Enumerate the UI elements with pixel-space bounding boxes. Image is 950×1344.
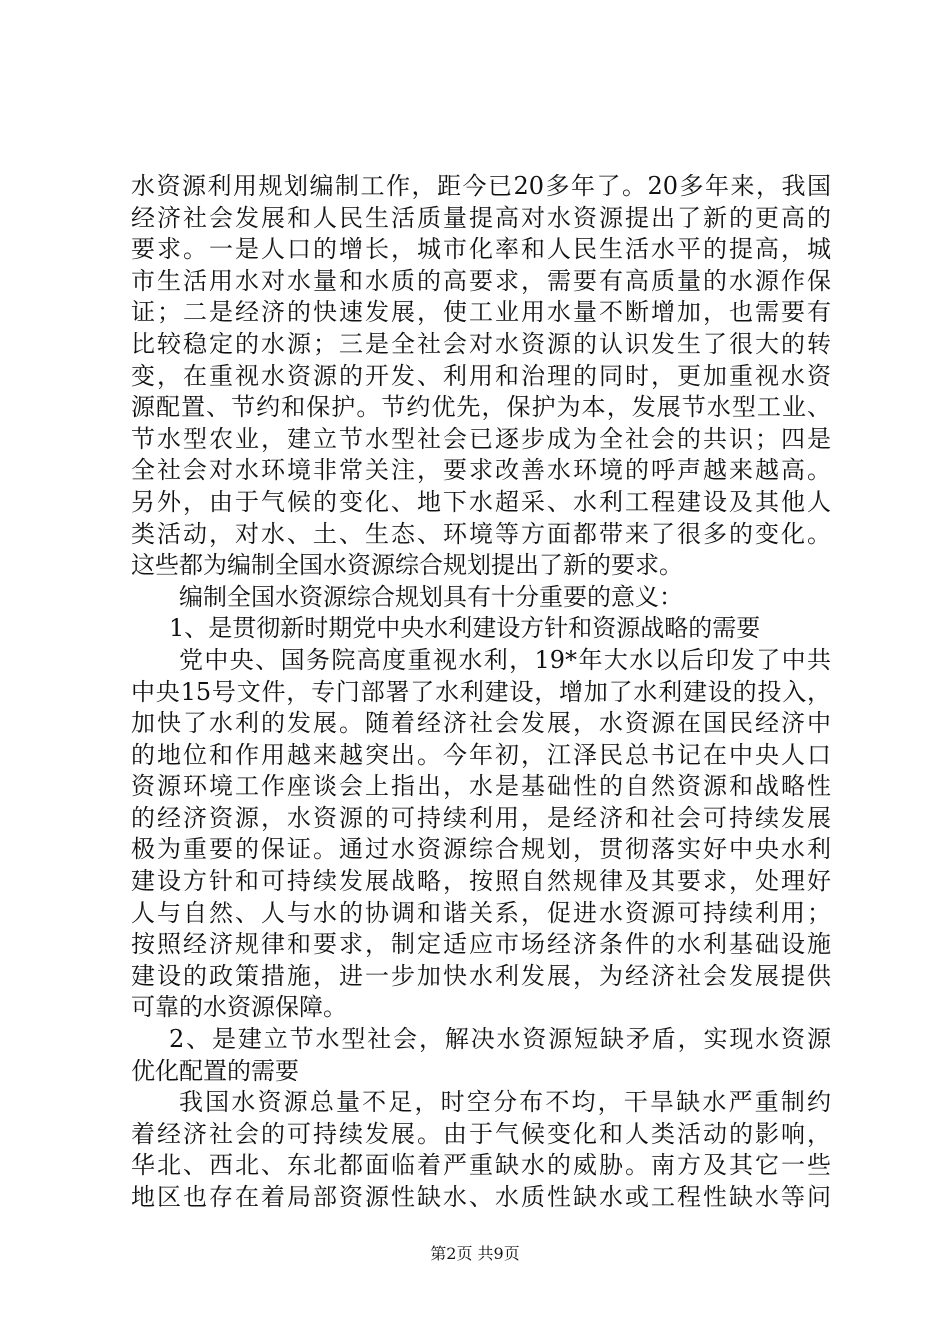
text-line: 另外，由于气候的变化、地下水超采、水利工程建设及其他人	[131, 487, 831, 516]
text-line: 党中央、国务院高度重视水利，19*年大水以后印发了中共	[179, 645, 831, 674]
text-line: 水资源利用规划编制工作，距今已20多年了。20多年来，我国	[131, 172, 831, 200]
text-line: 人与自然、人与水的协调和谐关系，促进水资源可持续利用；	[131, 898, 831, 927]
text-line: 建设方针和可持续发展战略，按照自然规律及其要求，处理好	[131, 867, 831, 896]
text-line: 我国水资源总量不足，时空分布不均，干旱缺水严重制约	[179, 1088, 831, 1117]
text-line: 着经济社会的可持续发展。由于气候变化和人类活动的影响，	[131, 1119, 831, 1148]
text-line: 优化配置的需要	[131, 1056, 299, 1085]
text-line: 建设的政策措施，进一步加快水利发展，为经济社会发展提供	[131, 961, 831, 990]
text-line: 1、是贯彻新时期党中央水利建设方针和资源战略的需要	[169, 614, 761, 643]
text-line: 极为重要的保证。通过水资源综合规划，贯彻落实好中央水利	[131, 835, 831, 864]
text-line: 经济社会发展和人民生活质量提高对水资源提出了新的更高的	[131, 203, 831, 232]
text-line: 类活动，对水、土、生态、环境等方面都带来了很多的变化。	[131, 519, 831, 548]
text-line: 源配置、节约和保护。节约优先，保护为本，发展节水型工业、	[131, 393, 831, 422]
text-line: 加快了水利的发展。随着经济社会发展，水资源在国民经济中	[131, 709, 831, 738]
text-line: 按照经济规律和要求，制定适应市场经济条件的水利基础设施	[131, 930, 831, 959]
text-line: 变，在重视水资源的开发、利用和治理的同时，更加重视水资	[131, 361, 831, 390]
text-line: 的地位和作用越来越突出。今年初，江泽民总书记在中央人口	[131, 740, 831, 769]
text-line: 比较稳定的水源；三是全社会对水资源的认识发生了很大的转	[131, 329, 831, 358]
page-footer: 第2页 共9页	[430, 1244, 520, 1263]
text-line: 可靠的水资源保障。	[131, 993, 347, 1022]
text-line: 这些都为编制全国水资源综合规划提出了新的要求。	[131, 551, 683, 580]
text-line: 华北、西北、东北都面临着严重缺水的威胁。南方及其它一些	[131, 1151, 831, 1180]
text-line: 的经济资源，水资源的可持续利用，是经济和社会可持续发展	[131, 803, 831, 832]
text-line: 2、是建立节水型社会，解决水资源短缺矛盾，实现水资源	[169, 1025, 831, 1054]
text-line: 节水型农业，建立节水型社会已逐步成为全社会的共识；四是	[131, 424, 831, 453]
text-line: 市生活用水对水量和水质的高要求，需要有高质量的水源作保	[131, 266, 831, 295]
text-line: 地区也存在着局部资源性缺水、水质性缺水或工程性缺水等问	[131, 1183, 831, 1211]
text-line: 中央15号文件，专门部署了水利建设，增加了水利建设的投入，	[131, 677, 831, 706]
body-text	[131, 171, 831, 1214]
text-line: 编制全国水资源综合规划具有十分重要的意义：	[179, 582, 683, 611]
text-line: 资源环境工作座谈会上指出，水是基础性的自然资源和战略性	[131, 772, 831, 801]
text-line: 要求。一是人口的增长，城市化率和人民生活水平的提高，城	[131, 235, 831, 264]
text-line: 全社会对水环境非常关注，要求改善水环境的呼声越来越高。	[131, 456, 831, 485]
text-line: 证；二是经济的快速发展，使工业用水量不断增加，也需要有	[131, 298, 831, 327]
